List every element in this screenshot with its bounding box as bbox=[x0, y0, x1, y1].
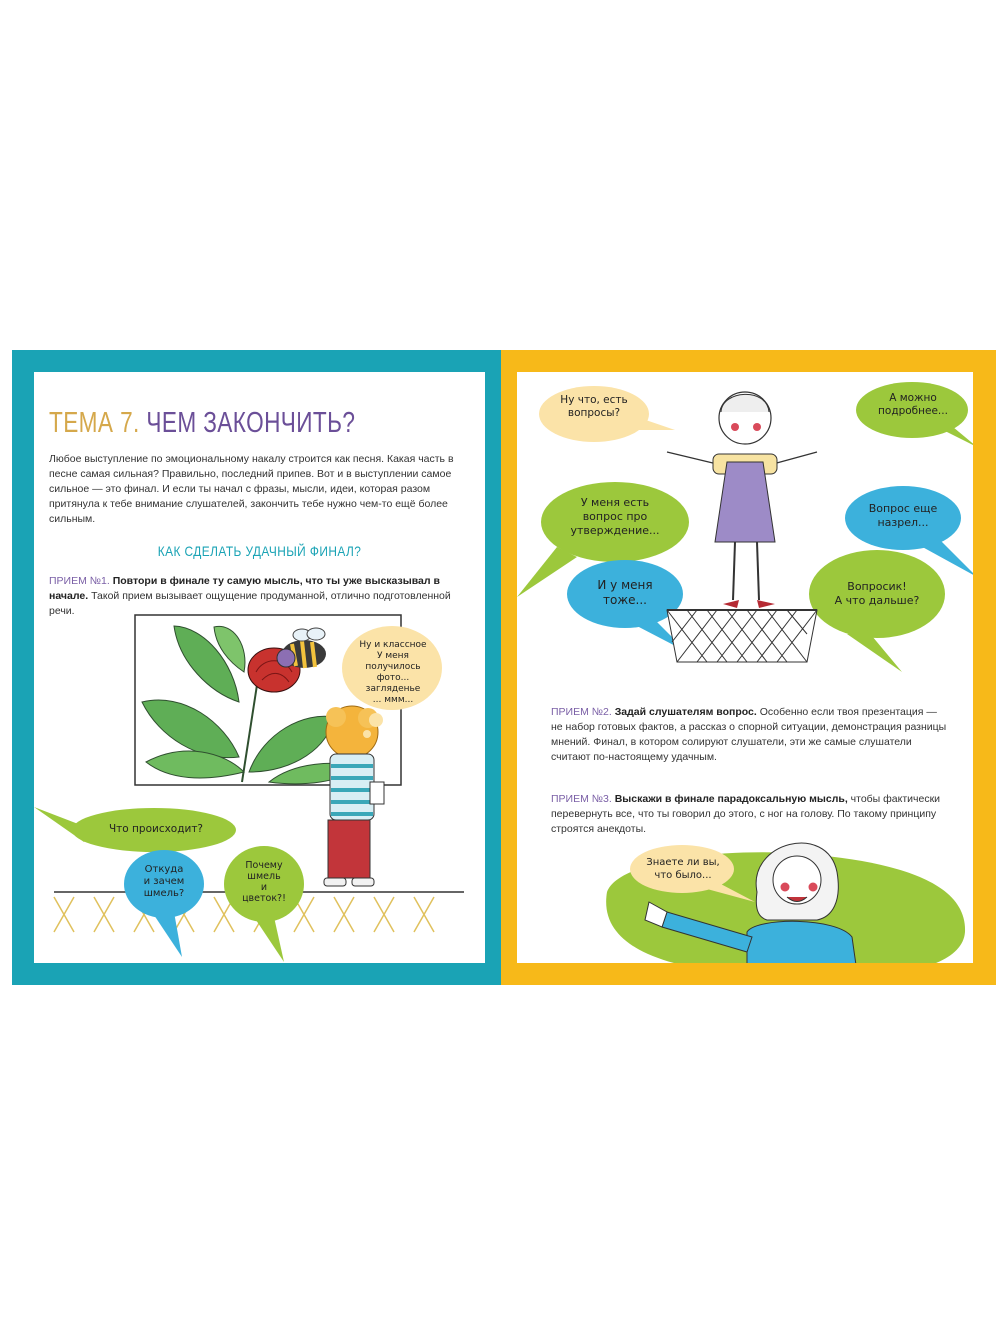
girl-with-camera bbox=[324, 706, 384, 886]
title-text: ЧЕМ ЗАКОНЧИТЬ? bbox=[146, 407, 356, 439]
left-page bbox=[12, 350, 501, 985]
speech-why-text: Почему шмель и цветок?! bbox=[242, 860, 286, 904]
right-illustration-bottom bbox=[517, 372, 973, 963]
tip-1-text: Такой прием вызывает ощущение продуманной, отлично подготовленной речи. bbox=[49, 590, 451, 617]
tip-3-label: ПРИЕМ №3. bbox=[551, 793, 612, 805]
speech-what-text: Что происходит? bbox=[108, 823, 204, 835]
speech-statement-text: У меня есть вопрос про утверждение... bbox=[570, 496, 660, 537]
tip-2-label: ПРИЕМ №2. bbox=[551, 706, 612, 718]
speech-more-detail-text: А можно подробнее... bbox=[878, 392, 948, 417]
speech-ripe-text: Вопрос еще назрел... bbox=[868, 502, 938, 529]
intro-paragraph: Любое выступление по эмоциональному накалу строится как песня. Какая часть в песне самая сильная? Правильно, последний припев. Вот и в выступлении самое сильное — это финал. И если ты начал с фразы, мысли, идеи, которая разом притянула к тебе внимание слушателей, закончить тебе нужно чем-то ещё более сильным. bbox=[49, 453, 454, 525]
speech-me-too-text: И у меня тоже... bbox=[597, 578, 653, 607]
book-spread bbox=[12, 350, 996, 985]
speech-any-questions-text: Ну что, есть вопросы? bbox=[560, 394, 628, 419]
tip-2-bold: Задай слушателям вопрос. bbox=[614, 706, 757, 718]
right-page bbox=[501, 350, 996, 985]
section-subheading: КАК СДЕЛАТЬ УДАЧНЫЙ ФИНАЛ? bbox=[157, 543, 362, 559]
tip-3-text: чтобы фактически перевернуть все, что ты говорил до этого, с ног на голову. По такому принципу строятся анекдоты. bbox=[551, 793, 941, 835]
right-page-content bbox=[517, 372, 973, 963]
tip-3-bold: Выскажи в финале парадоксальную мысль, bbox=[614, 793, 848, 805]
speech-whats-next-text: Вопросик! А что дальше? bbox=[834, 580, 920, 607]
title-number: ТЕМА 7. bbox=[49, 407, 140, 439]
tip-1-label: ПРИЕМ №1. bbox=[49, 575, 110, 587]
speech-do-you-know-text: Знаете ли вы, что было... bbox=[646, 857, 720, 881]
speech-where-text: Откуда и зачем шмель? bbox=[143, 864, 185, 899]
left-page-content bbox=[34, 372, 485, 963]
thought-bubble-text: Ну и классное У меня получилось фото... загляденье ... ммм... bbox=[359, 640, 427, 705]
tip-2-text: Особенно если твоя презентация — не набор готовых фактов, а рассказ о спорной ситуации, демонстрация разницы мнений. Финал, в котором солируют слушатели, эти же самые слушатели считают по-настоящему удачным. bbox=[551, 706, 947, 763]
tip-1-bold: Повтори в финале ту самую мысль, что ты уже высказывал в начале. bbox=[49, 575, 440, 602]
